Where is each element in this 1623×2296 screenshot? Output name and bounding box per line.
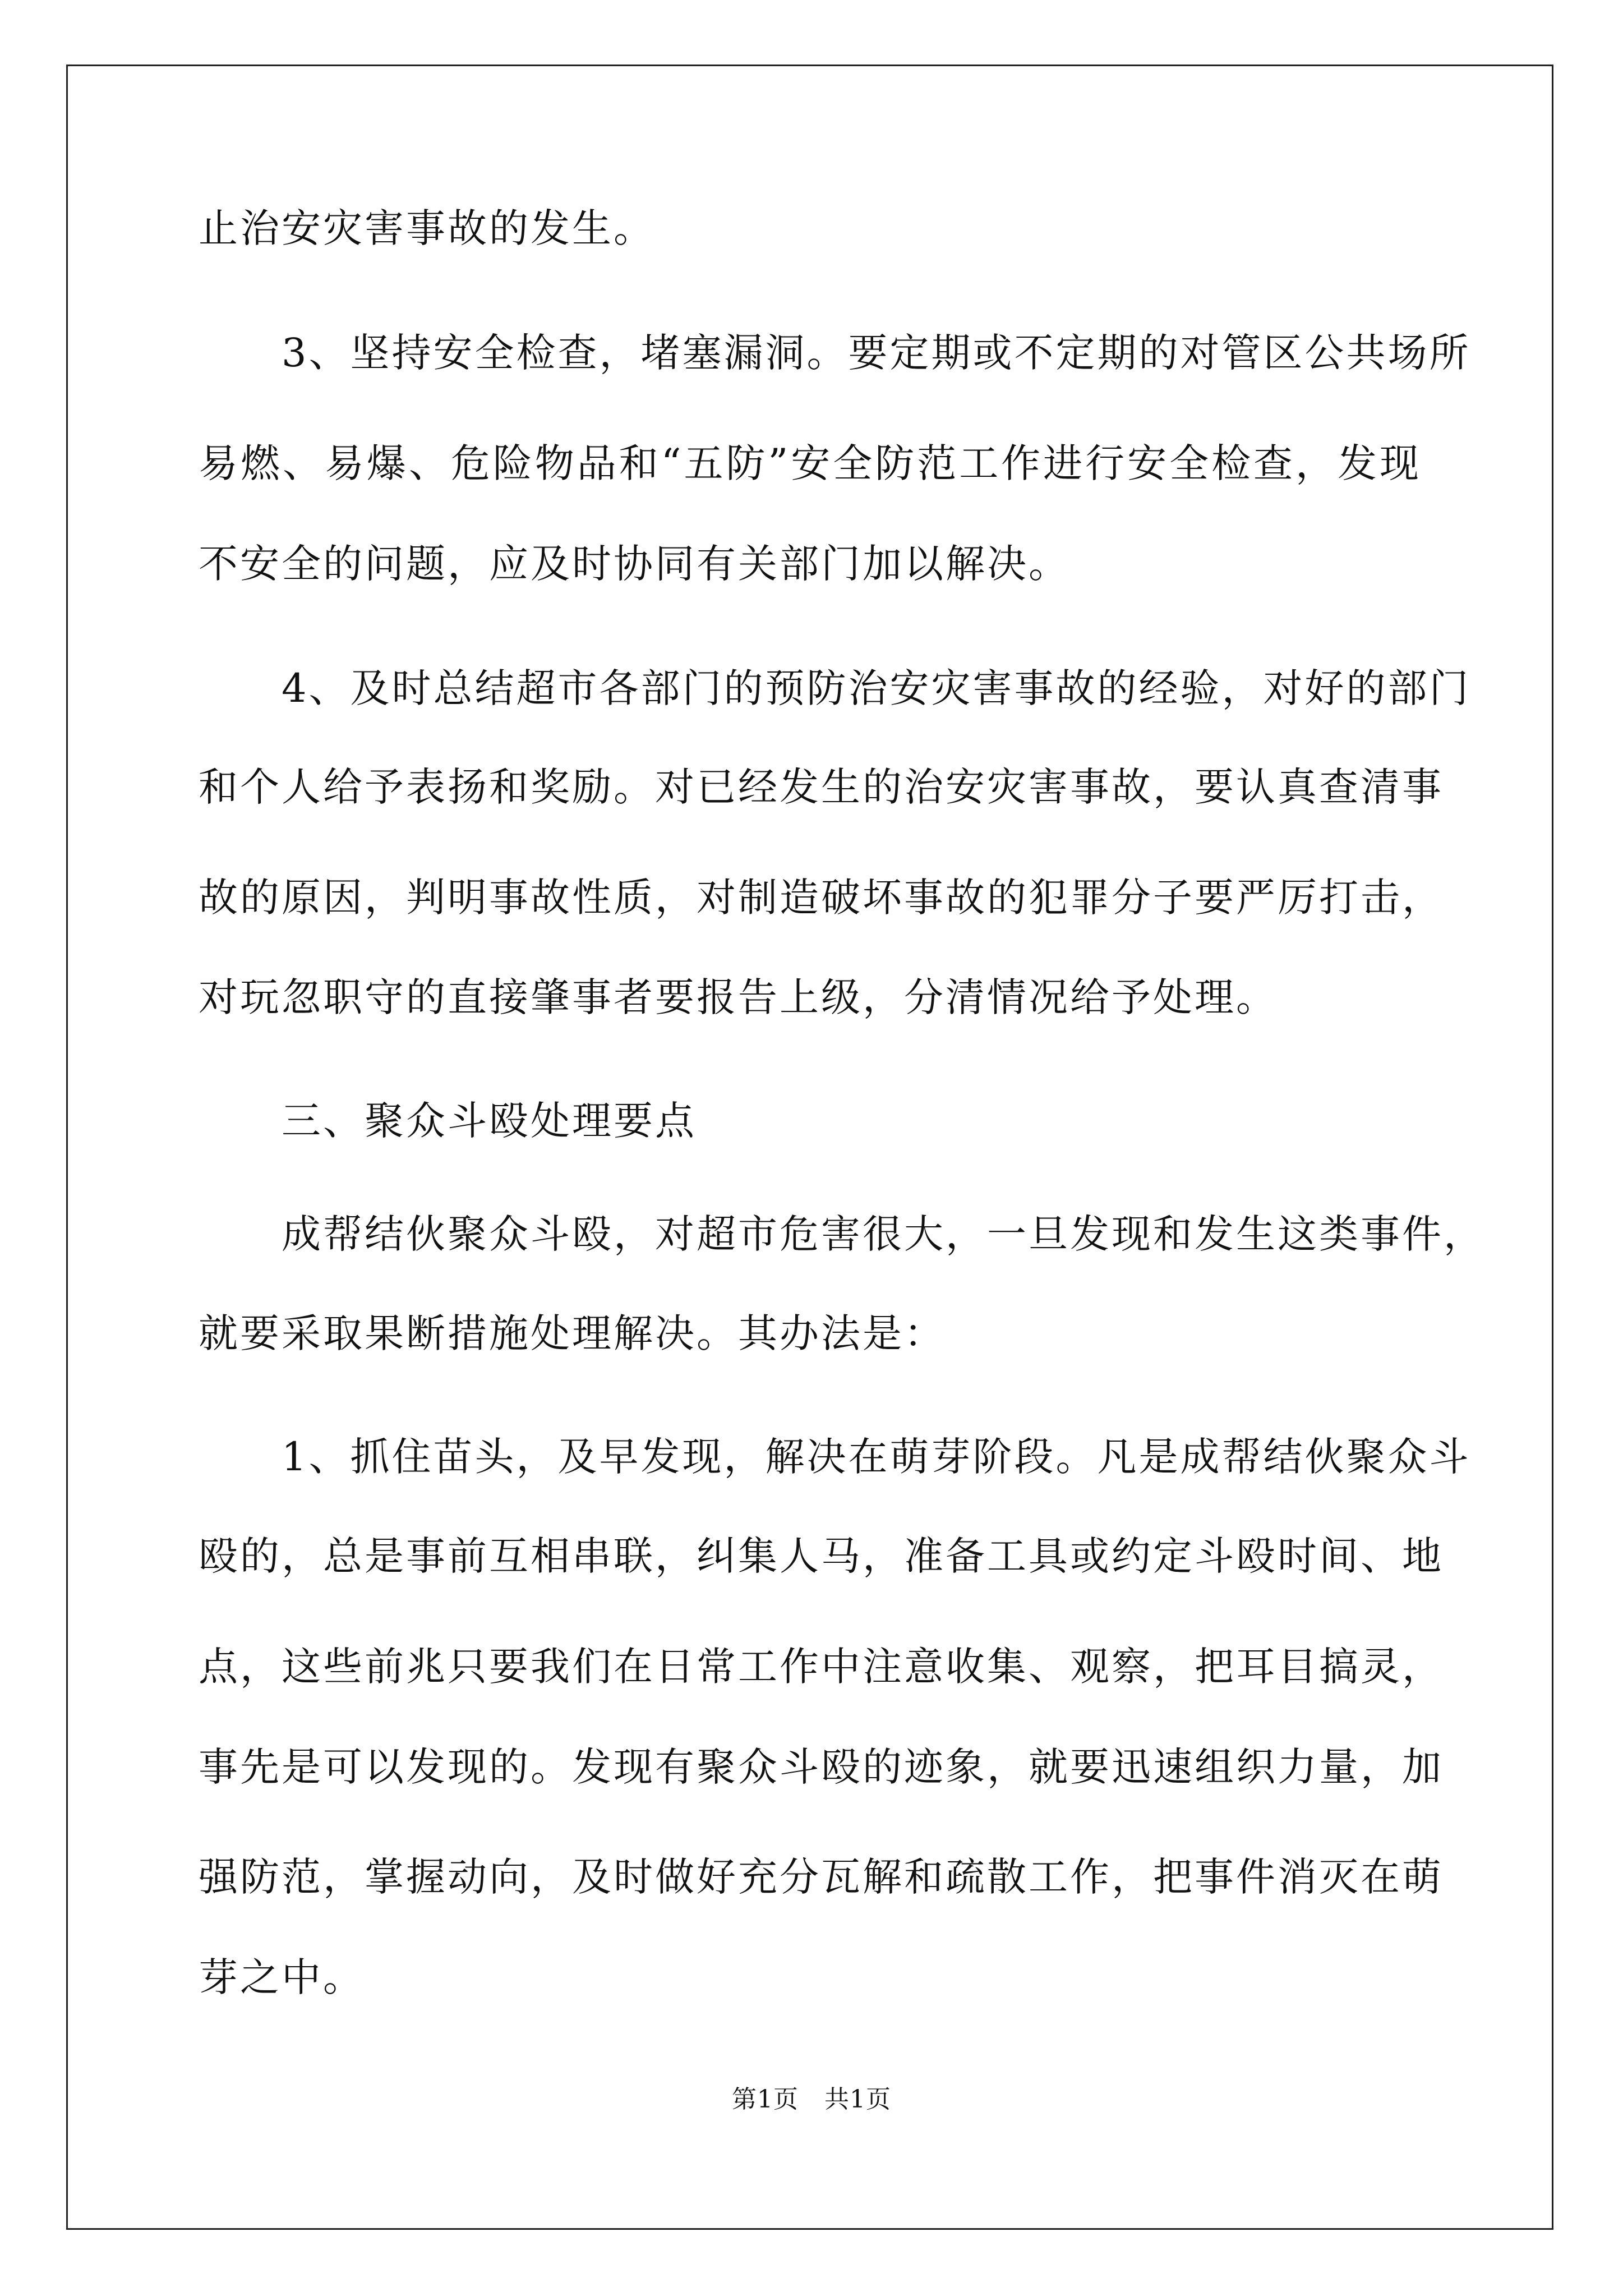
- text-line: 成帮结伙聚众斗殴，对超市危害很大，一旦发现和发生这类事件，: [282, 1211, 1485, 1257]
- text-line: 1、抓住苗头，及早发现，解决在萌芽阶段。凡是成帮结伙聚众斗: [282, 1434, 1471, 1480]
- text-line: 止治安灾害事故的发生。: [199, 205, 655, 251]
- page-total: 共1页: [824, 2085, 891, 2114]
- text-line: 就要采取果断措施处理解决。其办法是：: [199, 1310, 946, 1356]
- section-heading: 三、聚众斗殴处理要点: [282, 1098, 697, 1144]
- text-line: 3、坚持安全检查，堵塞漏洞。要定期或不定期的对管区公共场所: [282, 330, 1471, 376]
- text-line: 芽之中。: [199, 1954, 365, 2000]
- page-number: 第1页: [732, 2085, 799, 2114]
- page-footer: [0, 2083, 1623, 2116]
- text-line: 故的原因，判明事故性质，对制造破坏事故的犯罪分子要严厉打击，: [199, 875, 1444, 921]
- text-line: 和个人给予表扬和奖励。对已经发生的治安灾害事故，要认真查清事: [199, 764, 1444, 810]
- text-line: 点，这些前兆只要我们在日常工作中注意收集、观察，把耳目搞灵，: [199, 1644, 1444, 1690]
- text-line: 事先是可以发现的。发现有聚众斗殴的迹象，就要迅速组织力量，加: [199, 1744, 1444, 1790]
- text-line: 易燃、易爆、危险物品和“五防”安全防范工作进行安全检查，发现: [199, 440, 1421, 486]
- text-line: 强防范，掌握动向，及时做好充分瓦解和疏散工作，把事件消灭在萌: [199, 1854, 1444, 1900]
- text-line: 4、及时总结超市各部门的预防治安灾害事故的经验，对好的部门: [282, 665, 1471, 711]
- text-line: 对玩忽职守的直接肇事者要报告上级，分清情况给予处理。: [199, 974, 1278, 1020]
- text-line: 殴的，总是事前互相串联，纠集人马，准备工具或约定斗殴时间、地: [199, 1533, 1444, 1579]
- text-line: 不安全的问题，应及时协同有关部门加以解决。: [199, 541, 1070, 587]
